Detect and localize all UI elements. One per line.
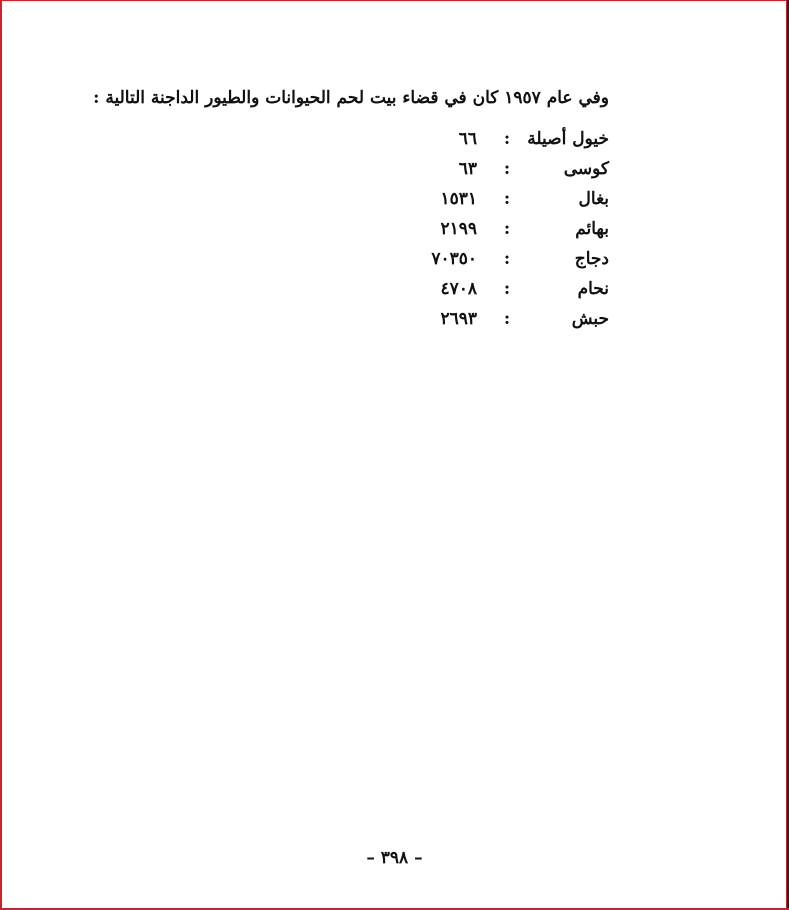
item-value: ٦٦ [458, 129, 477, 149]
item-name: نحام [577, 279, 609, 299]
item-name: بهائم [575, 219, 609, 239]
item-value: ٤٧٠٨ [440, 279, 477, 299]
item-value: ١٥٣١ [440, 189, 477, 209]
page-border-top [0, 0, 789, 1]
list-item [389, 244, 609, 274]
item-name: دجاج [574, 249, 609, 269]
item-value: ٢٦٩٣ [440, 309, 477, 329]
item-name: كوسى [563, 159, 609, 179]
page-number: – ٣٩٨ – [366, 848, 423, 868]
list-item [389, 214, 609, 244]
livestock-list [389, 124, 609, 334]
item-separator: : [503, 279, 511, 299]
item-separator: : [503, 159, 511, 179]
item-separator: : [503, 129, 511, 149]
item-value: ٧٠٣٥٠ [431, 249, 477, 269]
item-separator: : [503, 219, 511, 239]
list-item [389, 124, 609, 154]
item-name: بغال [578, 189, 609, 209]
intro-paragraph: وفي عام ١٩٥٧ كان في قضاء بيت لحم الحيوانات والطيور الداجنة التالية : [93, 88, 609, 108]
item-separator: : [503, 309, 511, 329]
item-separator: : [503, 249, 511, 269]
list-item [389, 304, 609, 334]
item-name: خيول أصيلة [527, 129, 609, 149]
list-item [389, 154, 609, 184]
item-value: ٦٣ [458, 159, 477, 179]
item-separator: : [503, 189, 511, 209]
list-item [389, 184, 609, 214]
item-value: ٢١٩٩ [440, 219, 477, 239]
item-name: حبش [571, 309, 609, 329]
list-item [389, 274, 609, 304]
page-border-left [0, 0, 2, 910]
